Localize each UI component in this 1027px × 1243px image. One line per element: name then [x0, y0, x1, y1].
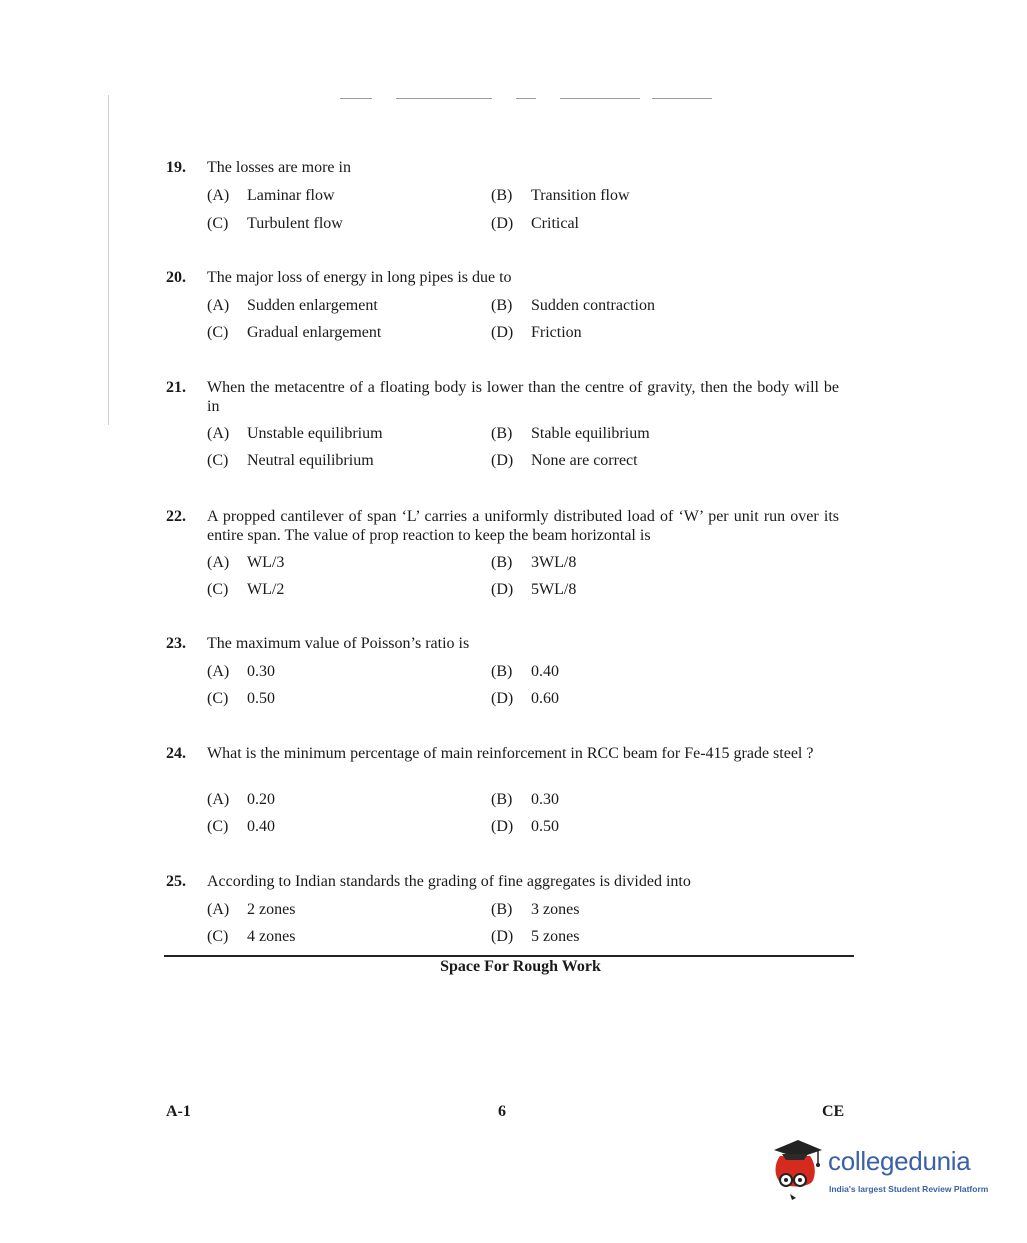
option-a: (A) 2 zones [207, 901, 296, 918]
rough-work-heading: Space For Rough Work [440, 958, 601, 975]
header-dash [340, 98, 372, 99]
question-text: The maximum value of Poisson’s ratio is [207, 635, 470, 652]
margin-rule [108, 95, 109, 425]
question-text: When the metacentre of a floating body is lower than the centre of gravity, then the body will be in [207, 379, 839, 415]
option-c: (C) 0.40 [207, 818, 275, 835]
question-number: 21. [166, 379, 186, 396]
mascot-icon [768, 1136, 826, 1202]
question-number: 24. [166, 745, 186, 762]
divider-rule [164, 955, 854, 957]
option-a: (A) Sudden enlargement [207, 297, 378, 314]
option-c: (C) Neutral equilibrium [207, 452, 374, 469]
option-d: (D) Friction [491, 324, 582, 341]
option-b: (B) 0.30 [491, 791, 559, 808]
logo-tagline: India's largest Student Review Platform [829, 1184, 989, 1194]
option-b: (B) 3 zones [491, 901, 580, 918]
option-a: (A) Laminar flow [207, 187, 335, 204]
header-dash [516, 98, 536, 99]
question-number: 20. [166, 269, 186, 286]
option-b: (B) Stable equilibrium [491, 425, 650, 442]
question-number: 25. [166, 873, 186, 890]
question-text: The major loss of energy in long pipes is due to [207, 269, 512, 286]
page-number: 6 [498, 1103, 506, 1120]
option-d: (D) None are correct [491, 452, 638, 469]
option-a: (A) WL/3 [207, 554, 285, 571]
question-text: The losses are more in [207, 159, 351, 176]
option-b: (B) 3WL/8 [491, 554, 577, 571]
header-dash [560, 98, 640, 99]
option-a: (A) Unstable equilibrium [207, 425, 383, 442]
option-c: (C) WL/2 [207, 581, 285, 598]
header-dash [652, 98, 712, 99]
option-d: (D) Critical [491, 215, 579, 232]
option-d: (D) 0.60 [491, 690, 559, 707]
question-text: A propped cantilever of span ‘L’ carries a uniformly distributed load of ‘W’ per unit run over its entire span. The value of prop reaction to keep the beam horizontal is [207, 508, 839, 544]
question-text: What is the minimum percentage of main reinforcement in RCC beam for Fe-415 grade steel ? [207, 745, 814, 762]
question-number: 19. [166, 159, 186, 176]
option-a: (A) 0.30 [207, 663, 275, 680]
option-b: (B) Sudden contraction [491, 297, 655, 314]
question-number: 22. [166, 508, 186, 525]
option-d: (D) 5 zones [491, 928, 580, 945]
option-c: (C) 4 zones [207, 928, 296, 945]
option-b: (B) Transition flow [491, 187, 630, 204]
option-b: (B) 0.40 [491, 663, 559, 680]
option-d: (D) 5WL/8 [491, 581, 577, 598]
question-number: 23. [166, 635, 186, 652]
paper-code: A-1 [166, 1103, 191, 1120]
option-d: (D) 0.50 [491, 818, 559, 835]
subject-code: CE [822, 1103, 845, 1120]
collegedunia-logo[interactable] [768, 1136, 998, 1206]
header-dash [396, 98, 492, 99]
logo-wordmark: collegedunia [828, 1146, 971, 1176]
option-c: (C) Gradual enlargement [207, 324, 382, 341]
option-c: (C) 0.50 [207, 690, 275, 707]
question-text: According to Indian standards the grading of fine aggregates is divided into [207, 873, 691, 890]
option-c: (C) Turbulent flow [207, 215, 343, 232]
option-a: (A) 0.20 [207, 791, 275, 808]
